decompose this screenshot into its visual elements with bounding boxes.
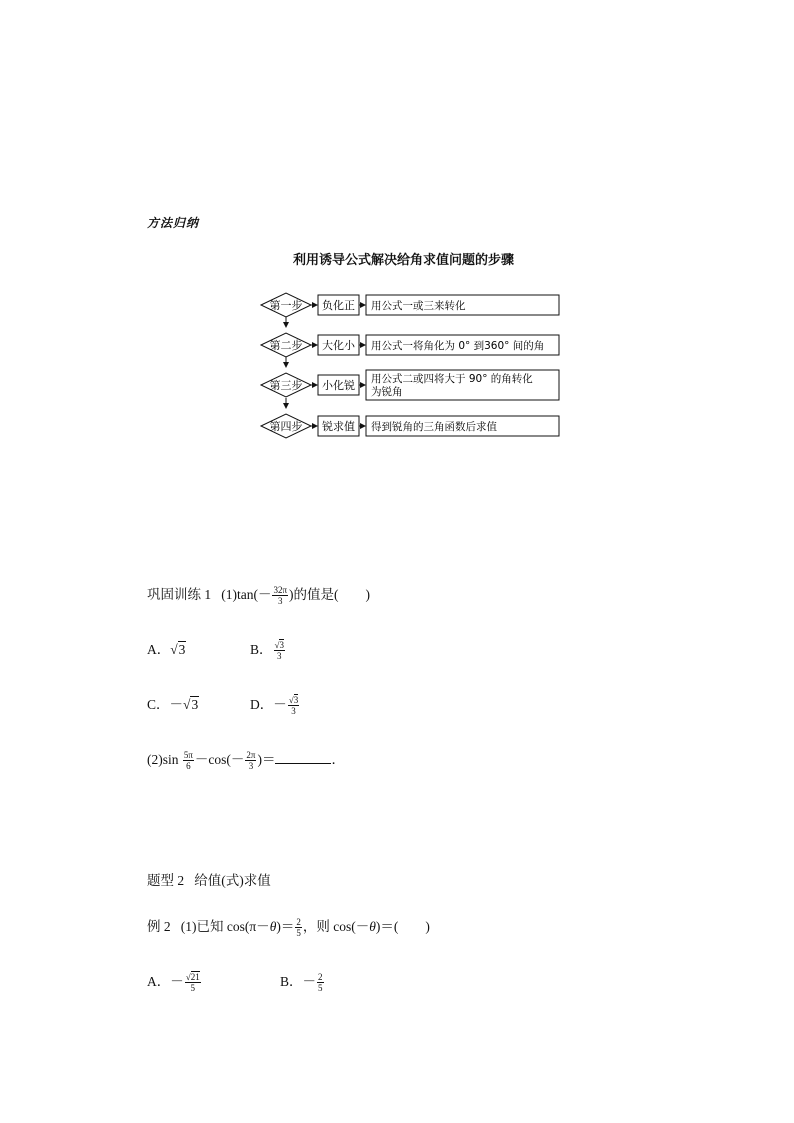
fraction	[245, 750, 256, 771]
flow-step-4	[261, 414, 559, 438]
sqrt: √3	[183, 697, 199, 712]
frac-den: 5	[318, 983, 323, 994]
step-action: 小化锐	[322, 379, 355, 392]
e2-suffix: )＝( )	[375, 919, 430, 934]
frac-num: 2	[296, 917, 301, 928]
frac-num: 5π	[183, 750, 193, 761]
e2-prefix: (1)已知 cos(π－	[180, 919, 270, 934]
step-desc-line-2: 为锐角	[371, 386, 403, 398]
type-title: 给值(式)求值	[194, 873, 271, 888]
example-label: 例 2	[147, 919, 171, 934]
radicand: 3	[279, 640, 284, 651]
step-desc: 用公式一或三来转化	[371, 300, 466, 312]
exercise1-question2	[147, 750, 345, 771]
frac-den: 5	[190, 983, 195, 994]
radicand: 3	[293, 695, 299, 706]
q2-prefix: (2)sin	[147, 752, 182, 767]
fraction	[183, 750, 194, 771]
frac-num: √3	[274, 640, 284, 651]
exercise1-option-d	[250, 695, 300, 716]
radicand: 21	[190, 972, 200, 983]
step-label: 第三步	[269, 379, 303, 392]
q1-prefix: (1)tan(－	[221, 587, 272, 602]
fraction	[317, 972, 324, 993]
step-action: 负化正	[322, 299, 355, 312]
theta-symbol: θ	[369, 919, 376, 934]
flow-step-1	[261, 293, 559, 317]
flowchart-title: 利用诱导公式解决给角求值问题的步骤	[293, 253, 515, 268]
e2-mid2: ，则 cos(－	[302, 919, 370, 934]
frac-den: 6	[186, 761, 191, 772]
step-label: 第一步	[269, 299, 303, 312]
frac-num: 32π	[273, 585, 288, 596]
option-letter: A．	[147, 642, 171, 657]
sqrt: √3	[170, 642, 186, 657]
type2-heading	[147, 871, 271, 891]
fraction	[295, 917, 302, 938]
frac-num: 2π	[246, 750, 256, 761]
example2-option-b	[280, 972, 325, 993]
e2-mid: )＝	[276, 919, 295, 934]
example2-question1	[147, 917, 430, 938]
step-desc-line-1: 用公式二或四将大于 90° 的角转化	[371, 373, 533, 385]
option-letter: B．－	[280, 974, 317, 989]
fraction	[274, 640, 285, 661]
step-label: 第四步	[269, 420, 303, 433]
example2-option-a	[147, 972, 202, 993]
fraction	[185, 972, 201, 993]
option-letter: C．－	[147, 697, 184, 712]
fraction	[272, 585, 288, 606]
frac-den: 3	[248, 761, 254, 772]
type-label: 题型 2	[147, 873, 185, 888]
q2-mid: －cos(－	[194, 752, 245, 767]
step-desc: 用公式一将角化为 0° 到360° 间的角	[371, 340, 545, 352]
flow-step-3	[261, 370, 559, 400]
q2-end: ．	[331, 752, 345, 767]
q1-suffix: )的值是( )	[289, 587, 371, 602]
q2-suffix: )＝	[257, 752, 276, 767]
frac-den: 3	[291, 706, 296, 717]
frac-den: 3	[278, 596, 283, 607]
frac-den: 3	[276, 651, 282, 662]
step-action: 大化小	[322, 339, 355, 352]
frac-num: √21	[185, 972, 200, 983]
frac-num: √3	[288, 695, 299, 706]
theta-symbol: θ	[269, 919, 277, 934]
step-desc: 得到锐角的三角函数后求值	[371, 421, 497, 433]
answer-blank[interactable]	[275, 751, 331, 764]
step-label: 第二步	[269, 339, 303, 352]
option-letter: B．	[250, 642, 273, 657]
radicand: 3	[178, 642, 186, 657]
fraction	[288, 695, 299, 716]
section-heading: 方法归纳	[147, 216, 200, 230]
flowchart	[255, 290, 565, 440]
exercise1-option-c	[147, 695, 199, 715]
option-letter: A．－	[147, 974, 184, 989]
exercise1-option-a	[147, 640, 186, 660]
radicand: 3	[191, 697, 199, 712]
exercise1-option-b	[250, 640, 286, 661]
frac-num: 2	[318, 972, 323, 983]
flow-step-2	[261, 333, 559, 357]
step-action: 锐求值	[322, 420, 355, 433]
option-letter: D．－	[250, 697, 287, 712]
frac-den: 5	[296, 928, 301, 939]
exercise-label: 巩固训练 1	[147, 587, 212, 602]
exercise1-question1	[147, 585, 370, 606]
